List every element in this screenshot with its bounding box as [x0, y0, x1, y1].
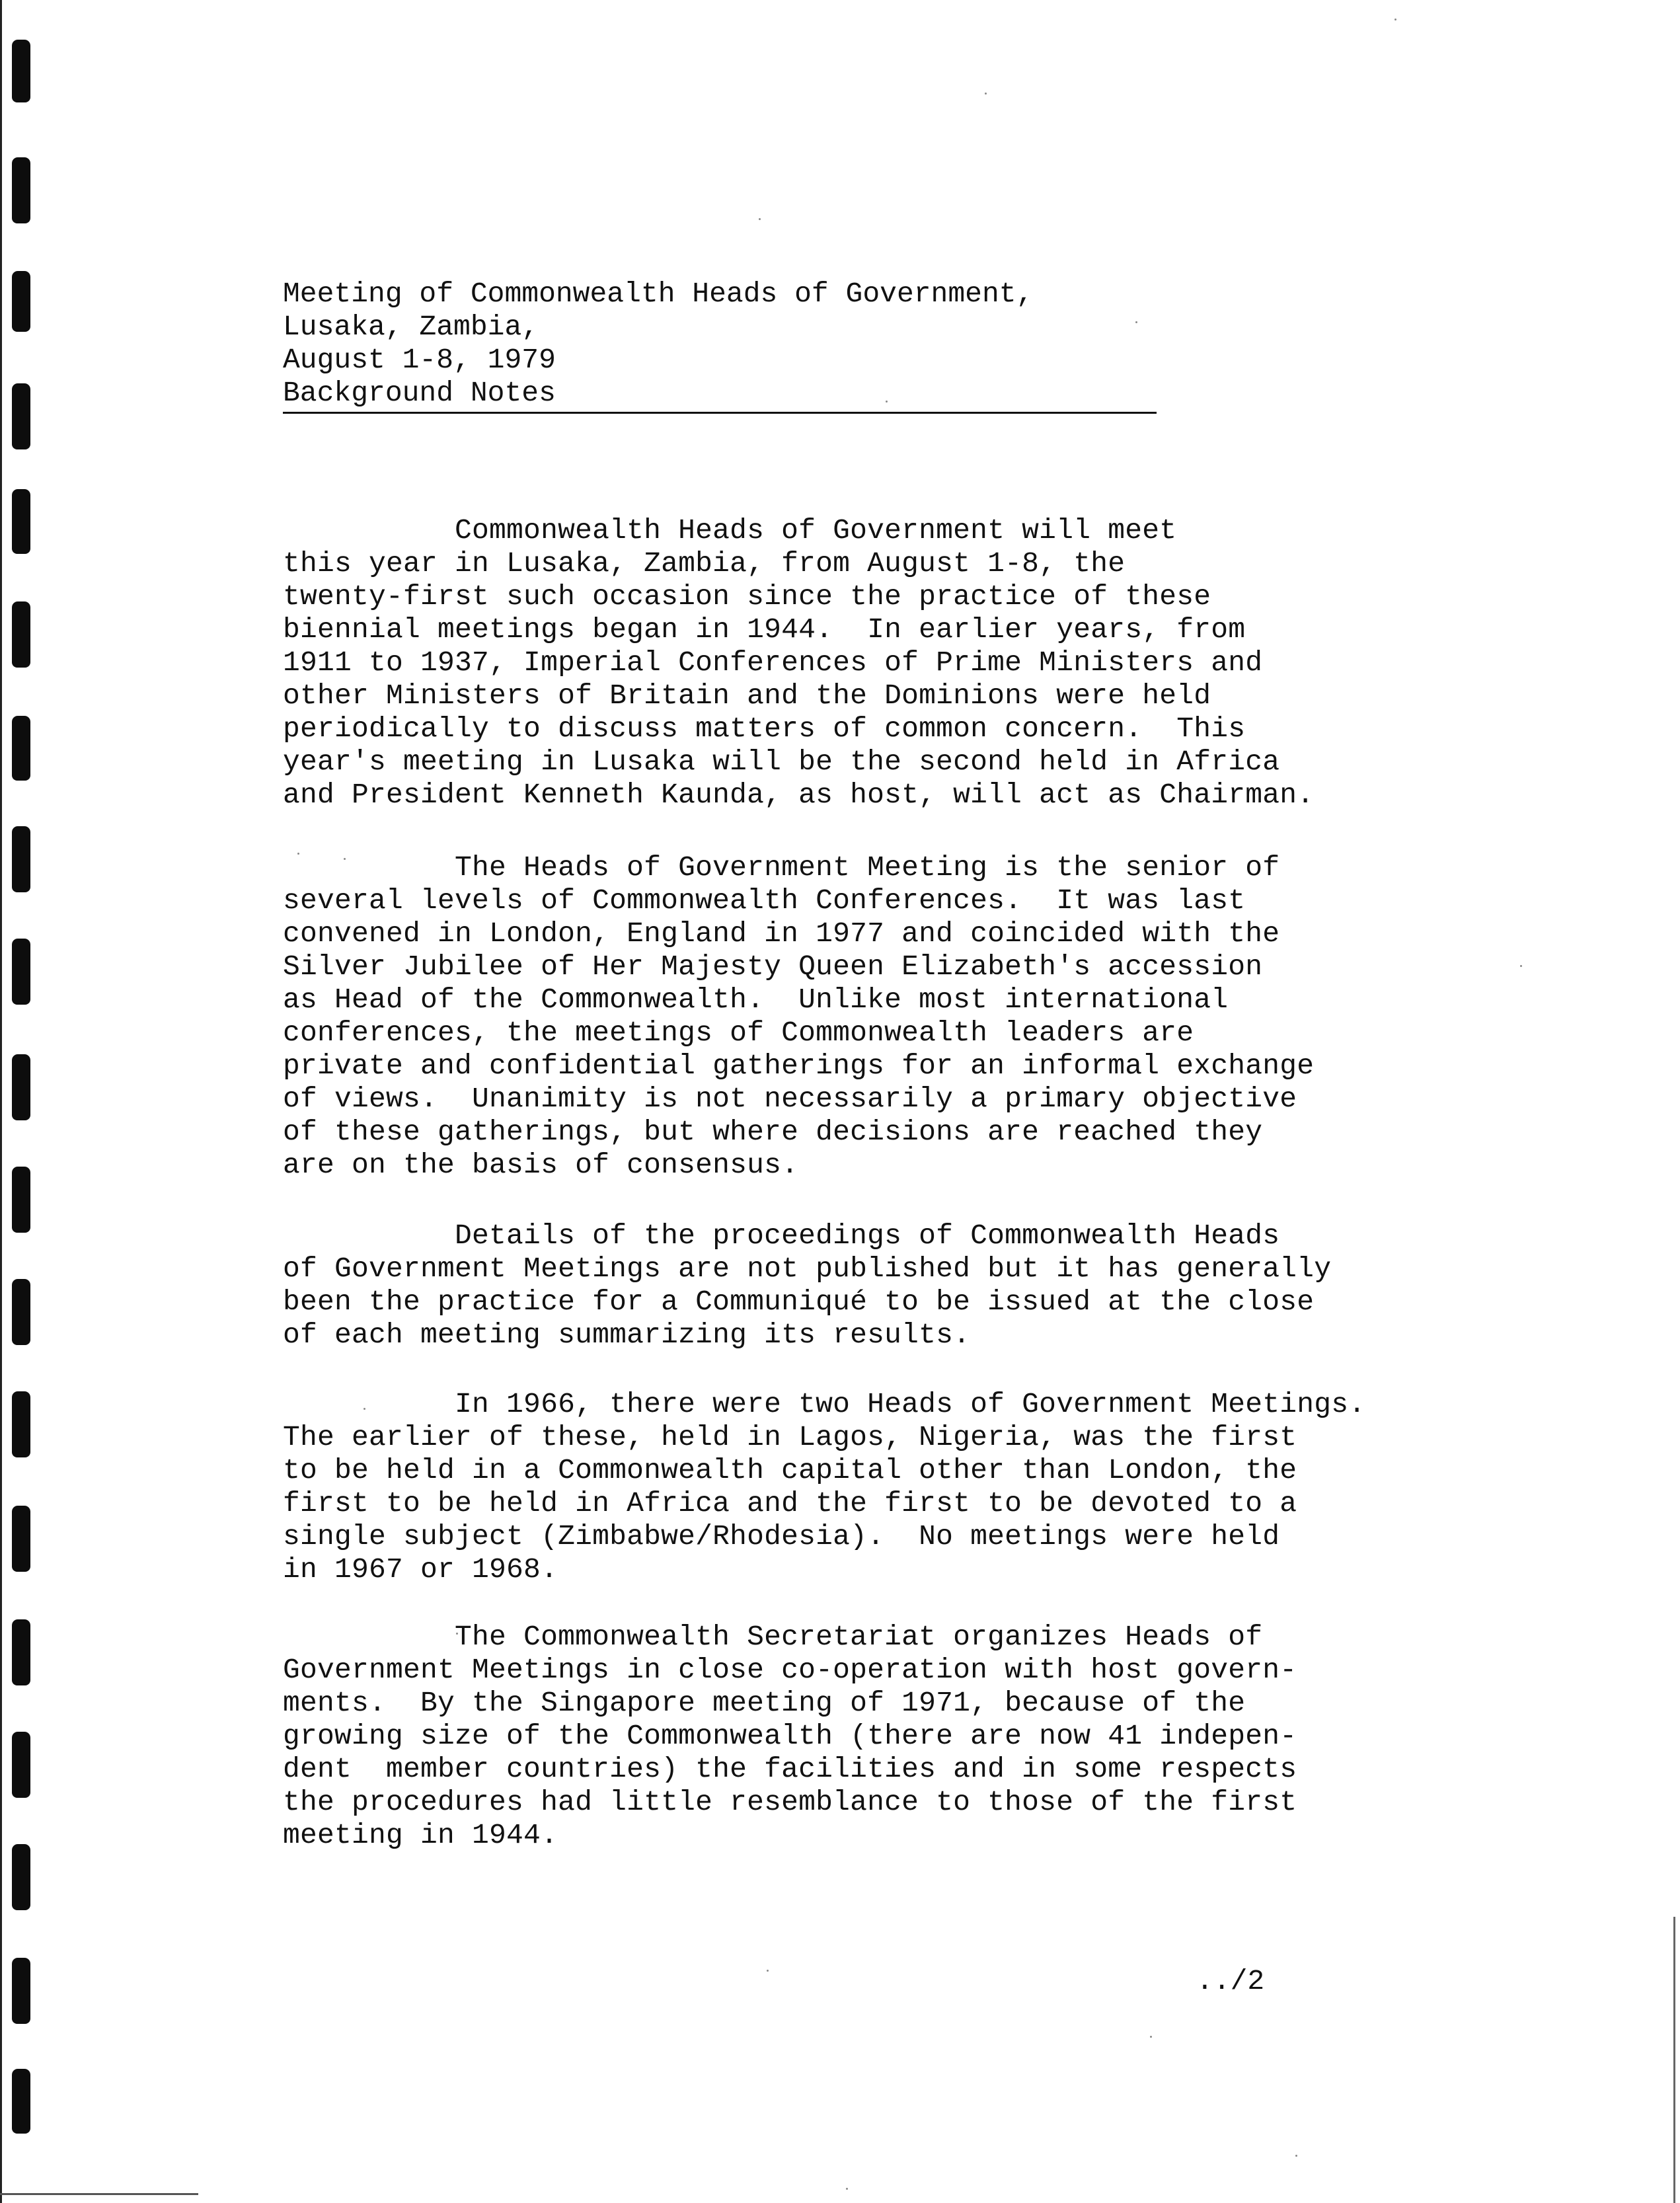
punch-hole	[12, 1054, 30, 1120]
scan-speck	[1394, 19, 1396, 20]
scan-speck	[1150, 2036, 1152, 2038]
text-line: twenty-first such occasion since the practice of these	[283, 580, 1211, 613]
header-underline	[283, 412, 1157, 414]
punch-hole	[12, 1391, 30, 1457]
scan-speck	[985, 93, 987, 95]
text-line: and President Kenneth Kaunda, as host, will act as Chairman.	[283, 779, 1315, 811]
punch-hole	[12, 1506, 30, 1572]
punch-hole	[12, 716, 30, 781]
text-line: The Heads of Government Meeting is the senior of	[283, 851, 1280, 884]
punch-hole	[12, 939, 30, 1005]
text-line: single subject (Zimbabwe/Rhodesia). No meetings were held	[283, 1520, 1280, 1553]
header-title: Meeting of Commonwealth Heads of Government,	[283, 278, 1034, 310]
punch-hole	[12, 1167, 30, 1233]
punch-hole	[12, 1732, 30, 1798]
text-line: to be held in a Commonwealth capital other than London, the	[283, 1454, 1297, 1487]
text-line: of views. Unanimity is not necessarily a primary objective	[283, 1083, 1297, 1115]
text-line: conferences, the meetings of Commonwealth leaders are	[283, 1017, 1194, 1049]
paragraph-2	[283, 851, 1314, 1182]
scan-speck	[759, 218, 761, 220]
text-line: in 1967 or 1968.	[283, 1553, 558, 1586]
text-line: year's meeting in Lusaka will be the second held in Africa	[283, 746, 1280, 778]
text-line: other Ministers of Britain and the Dominions were held	[283, 679, 1211, 712]
text-line: Details of the proceedings of Commonwealth Heads	[283, 1219, 1280, 1252]
text-line: The earlier of these, held in Lagos, Nigeria, was the first	[283, 1421, 1297, 1453]
text-line: In 1966, there were two Heads of Government Meetings.	[283, 1388, 1366, 1420]
scan-speck	[767, 1970, 769, 1972]
page-left-edge	[0, 0, 2, 2203]
text-line: the procedures had little resemblance to those of the first	[283, 1786, 1297, 1818]
text-line: ments. By the Singapore meeting of 1971, because of the	[283, 1687, 1246, 1719]
text-line: this year in Lusaka, Zambia, from August 1-8, the	[283, 547, 1126, 580]
paragraph-4	[283, 1388, 1365, 1586]
punch-hole	[12, 1958, 30, 2024]
text-line: several levels of Commonwealth Conferences. It was last	[283, 884, 1246, 917]
scan-speck	[1135, 321, 1137, 323]
text-line: private and confidential gatherings for an informal exchange	[283, 1050, 1315, 1082]
text-line: been the practice for a Communiqué to be issued at the close	[283, 1286, 1315, 1318]
punch-hole	[12, 1619, 30, 1685]
text-line: 1911 to 1937, Imperial Conferences of Prime Ministers and	[283, 646, 1263, 679]
text-line: convened in London, England in 1977 and coincided with the	[283, 917, 1280, 950]
document-header	[283, 278, 1033, 410]
text-line: are on the basis of consensus.	[283, 1149, 799, 1181]
paragraph-3	[283, 1219, 1331, 1352]
text-line: Commonwealth Heads of Government will meet	[283, 514, 1177, 547]
page-right-edge	[1673, 1917, 1675, 2203]
text-line: Silver Jubilee of Her Majesty Queen Elizabeth's accession	[283, 950, 1263, 983]
text-line: dent member countries) the facilities and in some respects	[283, 1753, 1297, 1785]
text-line: Government Meetings in close co-operation with host govern-	[283, 1654, 1297, 1686]
text-line: of each meeting summarizing its results.	[283, 1319, 971, 1351]
header-subtitle: Background Notes	[283, 377, 556, 409]
header-date: August 1-8, 1979	[283, 344, 556, 376]
punch-hole	[12, 157, 30, 223]
punch-hole	[12, 601, 30, 668]
punch-hole	[12, 826, 30, 892]
text-line: The Commonwealth Secretariat organizes Heads of	[283, 1621, 1263, 1653]
text-line: of these gatherings, but where decisions are reached they	[283, 1116, 1263, 1148]
header-location: Lusaka, Zambia,	[283, 311, 539, 343]
punch-hole	[12, 489, 30, 554]
paragraph-5	[283, 1621, 1297, 1852]
text-line: first to be held in Africa and the first to be devoted to a	[283, 1487, 1297, 1520]
text-line: of Government Meetings are not published but it has generally	[283, 1253, 1332, 1285]
text-line: as Head of the Commonwealth. Unlike most international	[283, 984, 1229, 1016]
scan-speck	[1295, 2155, 1297, 2157]
punch-hole	[12, 271, 30, 332]
punch-hole	[12, 2069, 30, 2134]
scan-speck	[846, 2188, 848, 2190]
scan-speck	[1520, 965, 1522, 967]
text-line: meeting in 1944.	[283, 1819, 558, 1851]
page-continuation-marker: ../2	[1196, 1965, 1265, 1997]
paragraph-1	[283, 514, 1314, 812]
text-line: growing size of the Commonwealth (there are now 41 indepen-	[283, 1720, 1297, 1752]
punch-hole	[12, 40, 30, 102]
punch-hole	[12, 1279, 30, 1345]
text-line: periodically to discuss matters of common concern. This	[283, 713, 1246, 745]
punch-hole	[12, 1844, 30, 1910]
punch-hole	[12, 383, 30, 449]
page-bottom-edge	[0, 2193, 198, 2195]
text-line: biennial meetings began in 1944. In earlier years, from	[283, 613, 1246, 646]
